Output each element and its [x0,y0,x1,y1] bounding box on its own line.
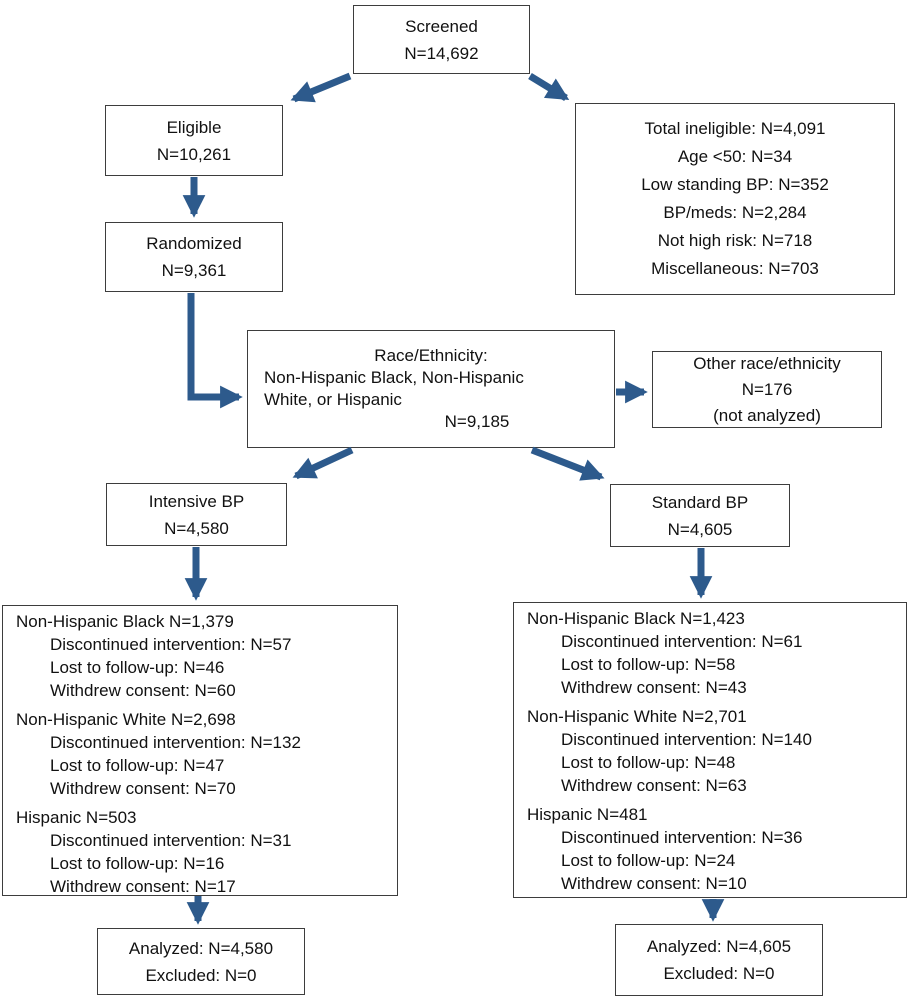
standard-white-group [514,705,906,797]
detail-line: Lost to follow-up: N=58 [561,655,736,674]
detail-line: Discontinued intervention: N=36 [561,828,803,847]
detail-line: Withdrew consent: N=10 [561,874,747,893]
race-heading: Race/Ethnicity: [374,346,488,365]
race-line-3: White, or Hispanic [264,390,402,409]
ineligible-total: Total ineligible: N=4,091 [644,119,826,138]
standard-bp-label: Standard BP [651,492,749,512]
group-title: Non-Hispanic White N=2,701 [527,707,747,726]
intensive-detail-box [2,605,398,896]
screened-label: Screened [405,16,478,36]
detail-line: Withdrew consent: N=17 [50,877,236,896]
detail-line: Lost to follow-up: N=47 [50,756,225,775]
detail-line: Lost to follow-up: N=48 [561,753,736,772]
ineligible-age: Age <50: N=34 [677,147,793,166]
group-title: Non-Hispanic White N=2,698 [16,710,236,729]
randomized-label: Randomized [146,234,242,253]
standard-black-group [514,607,906,699]
detail-line: Discontinued intervention: N=132 [50,733,301,752]
group-title: Non-Hispanic Black N=1,379 [16,612,234,631]
other-race-box [652,351,882,428]
detail-line: Lost to follow-up: N=16 [50,854,225,873]
ineligible-bp-meds: BP/meds: N=2,284 [663,203,807,222]
eligible-count: N=10,261 [156,144,232,164]
intensive-bp-label: Intensive BP [148,491,245,511]
randomized-box [105,222,283,292]
detail-line: Discontinued intervention: N=140 [561,730,812,749]
randomized-count: N=9,361 [161,261,227,280]
screened-box [353,5,530,74]
eligible-box [105,105,283,176]
standard-hispanic-group [514,803,906,895]
intensive-white-group [3,708,397,800]
detail-line: Lost to follow-up: N=24 [561,851,736,870]
group-title: Non-Hispanic Black N=1,423 [527,609,745,628]
ineligible-box [575,103,895,295]
arrow-screened-to-ineligible [530,76,566,98]
analyzed-standard-count: Analyzed: N=4,605 [646,937,792,956]
other-race-label: Other race/ethnicity [693,353,841,373]
detail-line: Lost to follow-up: N=46 [50,658,225,677]
screened-count: N=14,692 [404,43,479,63]
arrow-screened-to-eligible [294,76,350,99]
analyzed-intensive-box [97,928,305,995]
intensive-bp-box [106,483,287,546]
arrow-race-to-intensive [296,450,352,476]
analyzed-standard-box [615,924,823,996]
eligible-label: Eligible [166,117,222,137]
detail-line: Discontinued intervention: N=57 [50,635,292,654]
standard-bp-count: N=4,605 [667,519,733,539]
detail-line: Withdrew consent: N=43 [561,678,747,697]
ineligible-miscellaneous: Miscellaneous: N=703 [651,259,819,278]
race-ethnicity-box [247,330,615,448]
arrow-randomized-to-race [191,293,239,397]
group-title: Hispanic N=503 [16,808,137,827]
ineligible-low-bp: Low standing BP: N=352 [641,175,829,194]
standard-detail-box [513,602,907,898]
race-line-2: Non-Hispanic Black, Non-Hispanic [264,368,524,387]
detail-line: Withdrew consent: N=63 [561,776,747,795]
intensive-bp-count: N=4,580 [164,518,229,538]
intensive-black-group [3,610,397,702]
detail-line: Discontinued intervention: N=31 [50,831,292,850]
detail-line: Withdrew consent: N=60 [50,681,236,700]
ineligible-not-high-risk: Not high risk: N=718 [657,231,813,250]
other-race-note: (not analyzed) [713,405,821,425]
race-count: N=9,185 [444,412,510,431]
intensive-hispanic-group [3,806,397,898]
arrow-race-to-standard [532,450,601,477]
excluded-standard-count: Excluded: N=0 [663,964,775,983]
detail-line: Discontinued intervention: N=61 [561,632,803,651]
analyzed-intensive-count: Analyzed: N=4,580 [128,938,274,958]
other-race-count: N=176 [741,379,793,399]
excluded-intensive-count: Excluded: N=0 [145,965,257,985]
detail-line: Withdrew consent: N=70 [50,779,236,798]
standard-bp-box [610,484,790,547]
group-title: Hispanic N=481 [527,805,648,824]
